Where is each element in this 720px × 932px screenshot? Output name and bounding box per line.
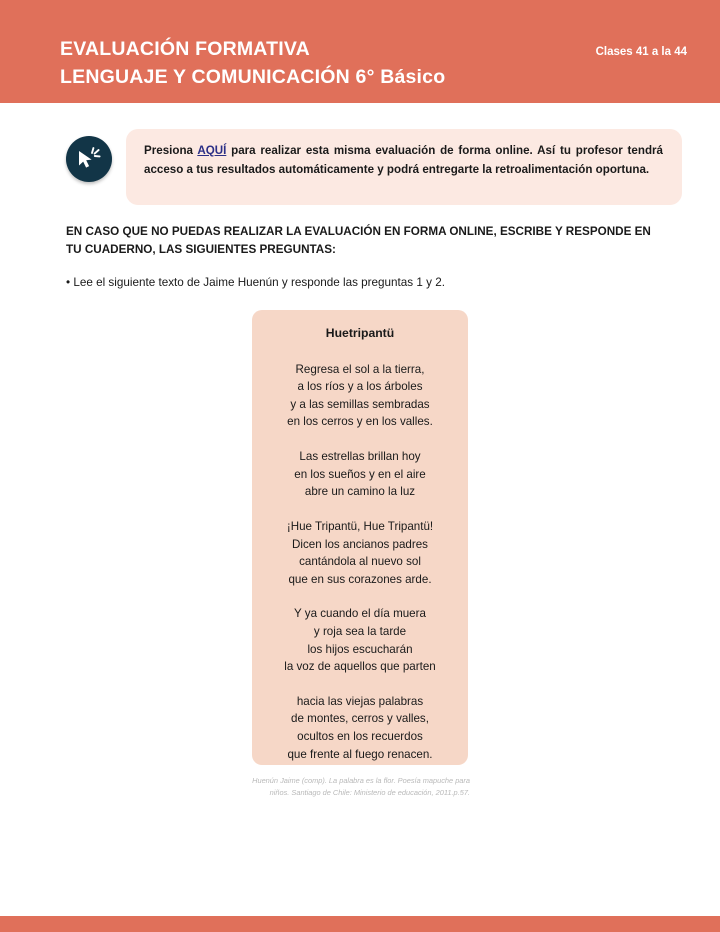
- poem-stanza: [262, 693, 458, 763]
- poem-title: Huetripantü: [325, 326, 395, 340]
- poem-line: hacia las viejas palabras: [296, 694, 424, 708]
- poem-box: [252, 310, 468, 765]
- poem-line: y a las semillas sembradas: [290, 397, 430, 411]
- click-cursor-icon: [66, 136, 112, 182]
- poem-line: en los cerros y en los valles.: [287, 415, 433, 429]
- online-evaluation-callout: [66, 129, 682, 207]
- poem-line: que frente al fuego renacen.: [287, 747, 433, 761]
- instructions-bullet: • Lee el siguiente texto de Jaime Huenún y responde las preguntas 1 y 2.: [66, 276, 445, 289]
- poem-line: Las estrellas brillan hoy: [299, 450, 421, 464]
- poem-line: Dicen los ancianos padres: [292, 537, 428, 551]
- poem-line: cantándola al nuevo sol: [299, 555, 421, 569]
- poem-line: y roja sea la tarde: [313, 624, 407, 638]
- online-callout-text: [144, 142, 663, 180]
- poem-line: ¡Hue Tripantü, Hue Tripantü!: [286, 519, 434, 533]
- poem-body: [262, 361, 458, 764]
- header-band: [0, 0, 720, 103]
- poem-stanza: [262, 361, 458, 431]
- aqui-link[interactable]: AQUÍ: [197, 144, 227, 157]
- poem-line: que en sus corazones arde.: [288, 572, 432, 586]
- poem-line: a los ríos y a los árboles: [297, 380, 423, 394]
- poem-stanza: [262, 448, 458, 501]
- callout-text-before-link: Presiona: [144, 144, 198, 157]
- page-title-line1: EVALUACIÓN FORMATIVA: [60, 38, 310, 60]
- instructions-heading: EN CASO QUE NO PUEDAS REALIZAR LA EVALUACIÓN EN FORMA ONLINE, ESCRIBE Y RESPONDE EN TU CUADERNO, LAS SIGUIENTES PREGUNTAS:: [66, 225, 651, 256]
- poem-line: en los sueños y en el aire: [294, 467, 426, 481]
- poem-line: Regresa el sol a la tierra,: [295, 362, 425, 376]
- poem-source-citation: Huenún Jaime (comp). La palabra es la flor. Poesía mapuche para niños. Santiago de Chile: Ministerio de educación, 2011.p.57.: [252, 776, 470, 797]
- poem-line: Y ya cuando el día muera: [294, 607, 426, 621]
- poem-line: ocultos en los recuerdos: [297, 730, 423, 743]
- classes-range-label: Clases 41 a la 44: [595, 46, 687, 58]
- poem-line: de montes, cerros y valles,: [291, 712, 429, 726]
- poem-line: la voz de aquellos que parten: [284, 660, 436, 674]
- page-title-line2: LENGUAJE Y COMUNICACIÓN 6° Básico: [60, 65, 446, 88]
- poem-line: abre un camino la luz: [304, 485, 416, 499]
- poem-stanza: [262, 605, 458, 675]
- poem-stanza: [262, 518, 458, 588]
- poem-line: los hijos escucharán: [307, 642, 413, 656]
- footer-band: [0, 916, 720, 932]
- online-callout-box: [126, 129, 682, 205]
- callout-text-after-link: para realizar esta misma evaluación de forma online. Así tu profesor tendrá acceso a tus resultados automáticamente y podrá entregarte la retroalimentación oportuna.: [144, 144, 663, 176]
